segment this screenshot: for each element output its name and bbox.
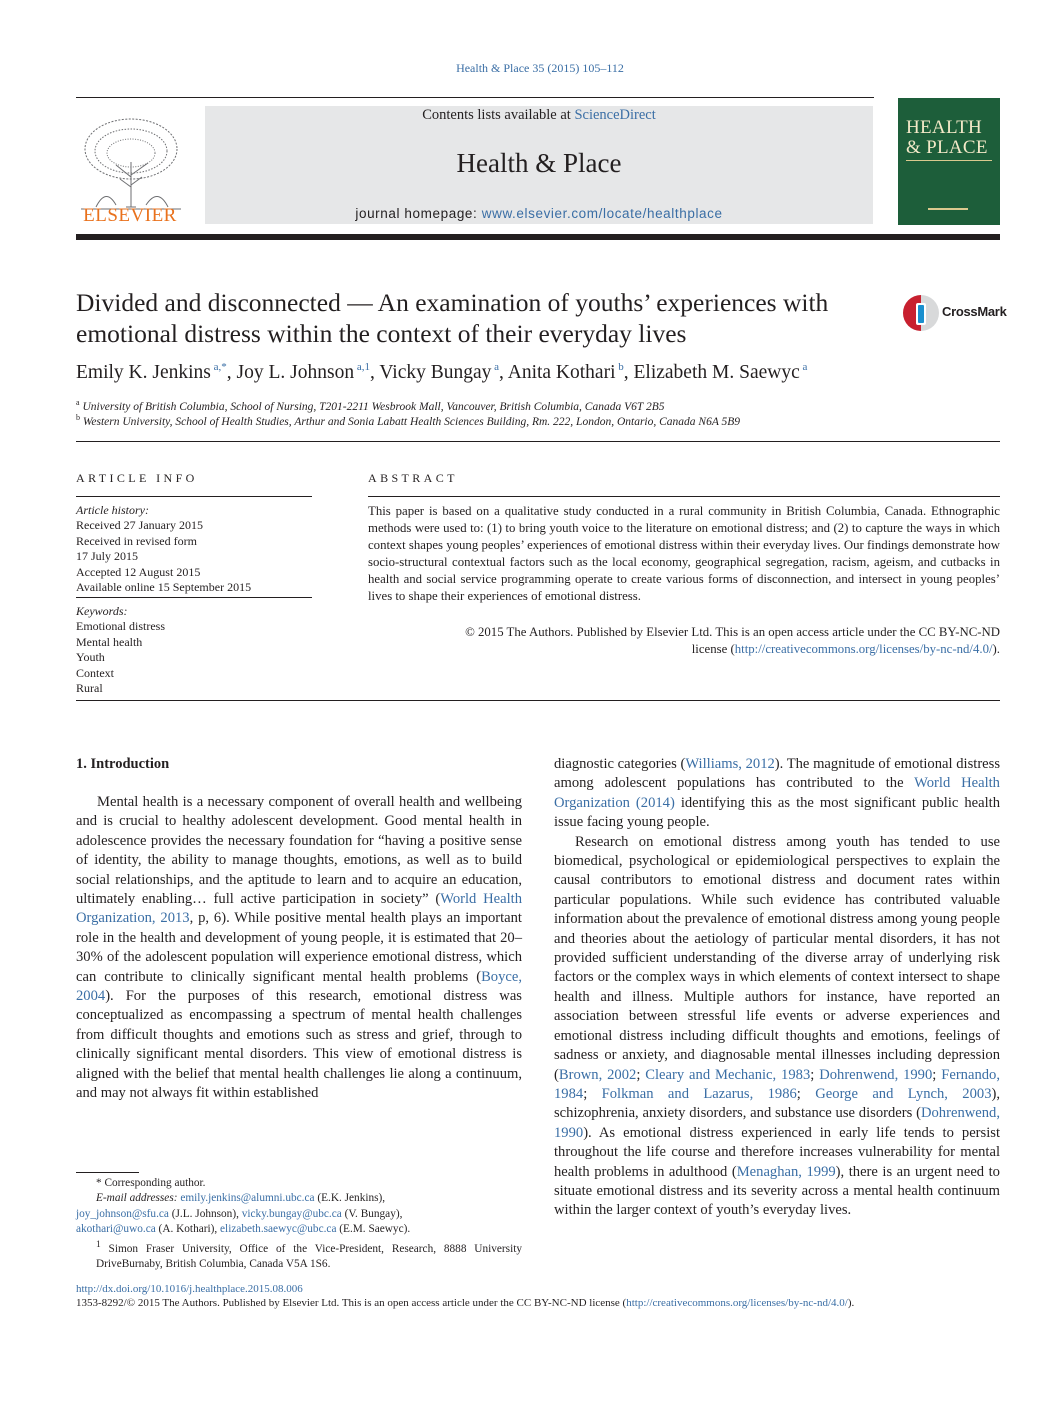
paragraph-text: ). As emotional distress experienced in early life tends to persist throughout the life course and therefore increases vulnerability for mental health problems in adulthood ( (554, 1124, 1000, 1180)
cover-rule (906, 160, 992, 161)
citation-link[interactable]: World Health Organization, 2013 (76, 891, 522, 927)
paragraph-text: ). The magnitude of emotional distress among adolescent populations has contributed to the (554, 756, 1001, 792)
email-owner: (E.M. Saewyc). (336, 1223, 411, 1236)
elsevier-wordmark[interactable]: ELSEVIER (83, 205, 177, 226)
paragraph-text: ). For the purposes of this research, emotional distress was conceptualized as encompassing a spectrum of mental health challenges from difficult thoughts and emotions such as stress and grief, through to clinically significant mental disorders. This view of emotional distress is aligned with the belief that mental health challenges lie along a continuum, and may not always fit within established (76, 988, 522, 1102)
email-link[interactable]: vicky.bungay@ubc.ca (241, 1207, 342, 1220)
homepage-link[interactable]: www.elsevier.com/locate/healthplace (481, 206, 723, 221)
paragraph-text: ; (932, 1066, 942, 1083)
article-history (76, 503, 316, 595)
citation-link[interactable]: Dohrenwend, 1990 (819, 1066, 933, 1083)
affiliation-mark: a (76, 398, 80, 407)
author-affiliation-mark[interactable]: b (615, 361, 624, 373)
crossmark-label: CrossMark (942, 304, 1007, 319)
footnote-1 (76, 1238, 522, 1273)
citation-link[interactable]: Boyce, 2004 (76, 968, 522, 1005)
article-info-heading: ARTICLE INFO (76, 471, 198, 485)
footnote-1-text: Simon Fraser University, Office of the Vice-President, Research, 8888 University DriveBurnaby, British Columbia, Canada V5A 1S6. (96, 1242, 522, 1270)
author-name[interactable]: Elizabeth M. Saewyc (633, 362, 800, 383)
abstract-text: This paper is based on a qualitative study conducted in a rural community in British Columbia, Canada. Ethnographic methods were used to: (1) to bring youth voice to the literature on emotional distress; and (2) to capture the ways in which context shapes young peoples’ experiences of emotional distress within their everyday lives. Our findings demonstrate how socio-structural contextual factors such as the local economy, geographical segregation, racism, ageism, and cutbacks in health and social service programming operate to create various forms of disconnection, and intersect in young peoples’ lives to shape their experiences of emotional distress. (368, 504, 1000, 604)
author-affiliation-mark[interactable]: a,* (210, 361, 227, 373)
email-label: E-mail addresses: (96, 1192, 178, 1205)
citation-link[interactable]: Dohrenwend, 1990 (554, 1105, 1000, 1141)
abstract-heading: ABSTRACT (368, 471, 458, 485)
paragraph-text: Mental health is a necessary component of overall health and wellbeing and is crucial to healthy adolescent development. Good mental health in adolescence provides the necessary foundation for “having a positive sense of identity, the ability to manage thoughts, emotions, as well as to build social relationships, and the aptitude to learn and to acquire an education, ultimately enabling… full active participation in society” ( (76, 794, 522, 908)
author-list: Emily K. Jenkins $^{a,*}$, Joy L. Johnson $^{a,1}$, Vicky Bungay $^a$, Anita Kothari $^b$, Elizabeth M. Saewyc $^a$ (76, 361, 808, 383)
paragraph (554, 755, 1000, 833)
section-heading-introduction: 1. Introduction (76, 756, 170, 772)
author-name[interactable]: Emily K. Jenkins (76, 362, 211, 383)
corresponding-author-note: * Corresponding author. (96, 1177, 206, 1189)
citation-link[interactable]: World Health Organization (2014) (554, 775, 1000, 811)
article-title: Divided and disconnected — An examination of youths’ experiences with emotional distress within the context of their everyday lives (76, 288, 829, 348)
cover-title-line2: & PLACE (906, 137, 988, 158)
keyword: Youth (76, 650, 105, 665)
paragraph-text: ; (810, 1066, 820, 1083)
article-info-rule (76, 496, 312, 497)
paragraph-text: diagnostic categories ( (554, 756, 686, 772)
citation-link[interactable]: Cleary and Mechanic, 1983 (645, 1066, 811, 1083)
issn-line (76, 1297, 1006, 1309)
abstract-end-rule (76, 700, 1000, 701)
affiliation-b (76, 413, 976, 428)
email-link[interactable]: akothari@uwo.ca (76, 1223, 156, 1236)
keywords-label: Keywords: (76, 604, 128, 618)
cover-title-line1: HEALTH (906, 117, 983, 138)
issn-text: 1353-8292/© 2015 The Authors. Published by Elsevier Ltd. This is an open access article under the CC BY-NC-ND license ( (76, 1297, 627, 1309)
paragraph-text: ), there is an urgent need to situate emotional distress and its severity across a mental health continuum within the larger context of youth’s everyday lives. (554, 1163, 1000, 1219)
keyword: Emotional distress (76, 619, 165, 634)
history-item: Available online 15 September 2015 (76, 580, 252, 595)
copyright-line2-prefix: license ( (691, 642, 735, 657)
email-owner: (A. Kothari), (155, 1223, 221, 1236)
keyword-list (76, 604, 316, 696)
paragraph-text: identifying this as the most significant public health issue facing young people. (554, 794, 1000, 831)
cover-title (906, 118, 988, 158)
paragraph-text: , p, 6). While positive mental health plays an important role in the health and development of young people, it is estimated that 20–30% of the adolescent population will experience emotional distress, which can contribute to clinically significant mental health problems ( (76, 910, 522, 985)
paragraph (554, 833, 1000, 1221)
copyright-line2-suffix: ). (992, 642, 1000, 657)
journal-cover-thumbnail[interactable] (898, 98, 1000, 225)
author-name[interactable]: Anita Kothari (507, 362, 616, 383)
author-affiliation-mark[interactable]: a (799, 361, 808, 373)
author-affiliation-mark[interactable]: a (491, 361, 500, 373)
paragraph-text: ), schizophrenia, anxiety disorders, and substance use disorders ( (554, 1085, 1001, 1122)
sciencedirect-link[interactable]: ScienceDirect (574, 107, 656, 123)
history-item: Accepted 12 August 2015 (76, 564, 201, 579)
email-link[interactable]: emily.jenkins@alumni.ubc.ca (180, 1192, 315, 1205)
header-rule (76, 97, 874, 98)
history-label: Article history: (76, 503, 149, 517)
email-addresses (76, 1191, 522, 1237)
footnote-mark: 1 (96, 1239, 101, 1250)
history-item: Received in revised form (76, 533, 197, 548)
affiliation-mark: b (76, 413, 80, 422)
title-rule (76, 441, 1000, 442)
citation-link[interactable]: Williams, 2012 (685, 756, 775, 772)
affiliation-text: University of British Columbia, School of Nursing, T201-2211 Wesbrook Mall, Vancouver, British Columbia, Canada V6T 2B5 (82, 400, 665, 413)
author-name[interactable]: Joy L. Johnson (236, 362, 355, 383)
email-owner: (E.K. Jenkins), (314, 1192, 386, 1205)
keyword: Mental health (76, 634, 143, 649)
history-item: 17 July 2015 (76, 549, 139, 564)
author-name[interactable]: Vicky Bungay (379, 362, 492, 383)
affiliation-text: Western University, School of Health Studies, Arthur and Sonia Labatt Health Sciences Building, Rm. 222, London, Ontario, Canada N6A 5B9 (82, 415, 741, 428)
copyright-line1: © 2015 The Authors. Published by Elsevier Ltd. This is an open access article under the CC BY-NC-ND (465, 625, 1000, 639)
citation-link[interactable]: Brown, 2002 (558, 1066, 637, 1083)
abstract-copyright (368, 624, 1000, 658)
paragraph (76, 793, 522, 1104)
footnotes (76, 1176, 522, 1272)
footnote-rule (76, 1172, 139, 1173)
homepage-prefix: journal homepage: (355, 206, 482, 221)
crossmark-icon (902, 293, 940, 333)
journal-homepage (205, 206, 873, 221)
paragraph-text: ; (636, 1066, 646, 1083)
email-link[interactable]: joy_johnson@sfu.ca (76, 1207, 169, 1220)
email-owner: (J.L. Johnson), (168, 1207, 242, 1220)
footer-license-link[interactable]: http://creativecommons.org/licenses/by-nc-nd/4.0/ (626, 1297, 848, 1309)
body-column-left (76, 793, 522, 1104)
license-link[interactable]: http://creativecommons.org/licenses/by-nc-nd/4.0/ (734, 642, 993, 657)
email-owner: (V. Bungay), (341, 1207, 403, 1220)
citation-link[interactable]: Fernando, 1984 (554, 1066, 1000, 1102)
keyword: Context (76, 665, 114, 680)
paragraph-text: ; (583, 1085, 602, 1102)
citation-link[interactable]: Folkman and Lazarus, 1986 (601, 1085, 797, 1102)
issn-suffix: ). (847, 1297, 855, 1309)
cover-decoration (928, 208, 968, 210)
doi-link[interactable]: http://dx.doi.org/10.1016/j.healthplace.2015.08.006 (76, 1283, 303, 1295)
contents-line (205, 107, 873, 124)
affiliation-a (76, 398, 976, 413)
body-column-right (554, 755, 1000, 1221)
email-link[interactable]: elizabeth.saewyc@ubc.ca (220, 1223, 337, 1236)
citation-link[interactable]: Menaghan, 1999 (736, 1163, 836, 1180)
contents-prefix: Contents lists available at (422, 107, 575, 123)
history-rule (76, 597, 312, 598)
citation-link[interactable]: George and Lynch, 2003 (815, 1085, 992, 1102)
crossmark-badge[interactable] (902, 292, 1007, 332)
abstract-rule (368, 496, 1000, 497)
paragraph-text: ; (796, 1085, 816, 1102)
keyword: Rural (76, 681, 103, 696)
paragraph-text: Research on emotional distress among youth has tended to use biomedical, psychological or epidemiological perspectives to explain the causal contributors to emotional distress and document rates within particular populations. While such evidence has contributed valuable information about the prevalence of emotional distress among young people and theories about the aetiology of particular mental disorders, it has not provided sufficient understanding of the diverse array of underlying risk factors or the complex ways in which elements of context intersect to shape health and illness. Multiple authors for instance, have reported an association between stressful life events or adverse experiences and emotional distress including difficult thoughts and emotions, feelings of sadness or anxiety, and diagnosable mental illnesses including depression ( (554, 833, 1000, 1083)
journal-citation[interactable]: Health & Place 35 (2015) 105–112 (456, 61, 624, 75)
header-thick-rule (76, 234, 1000, 240)
history-item: Received 27 January 2015 (76, 518, 203, 533)
journal-title: Health & Place (456, 148, 622, 178)
author-affiliation-mark[interactable]: a,1 (354, 361, 370, 373)
